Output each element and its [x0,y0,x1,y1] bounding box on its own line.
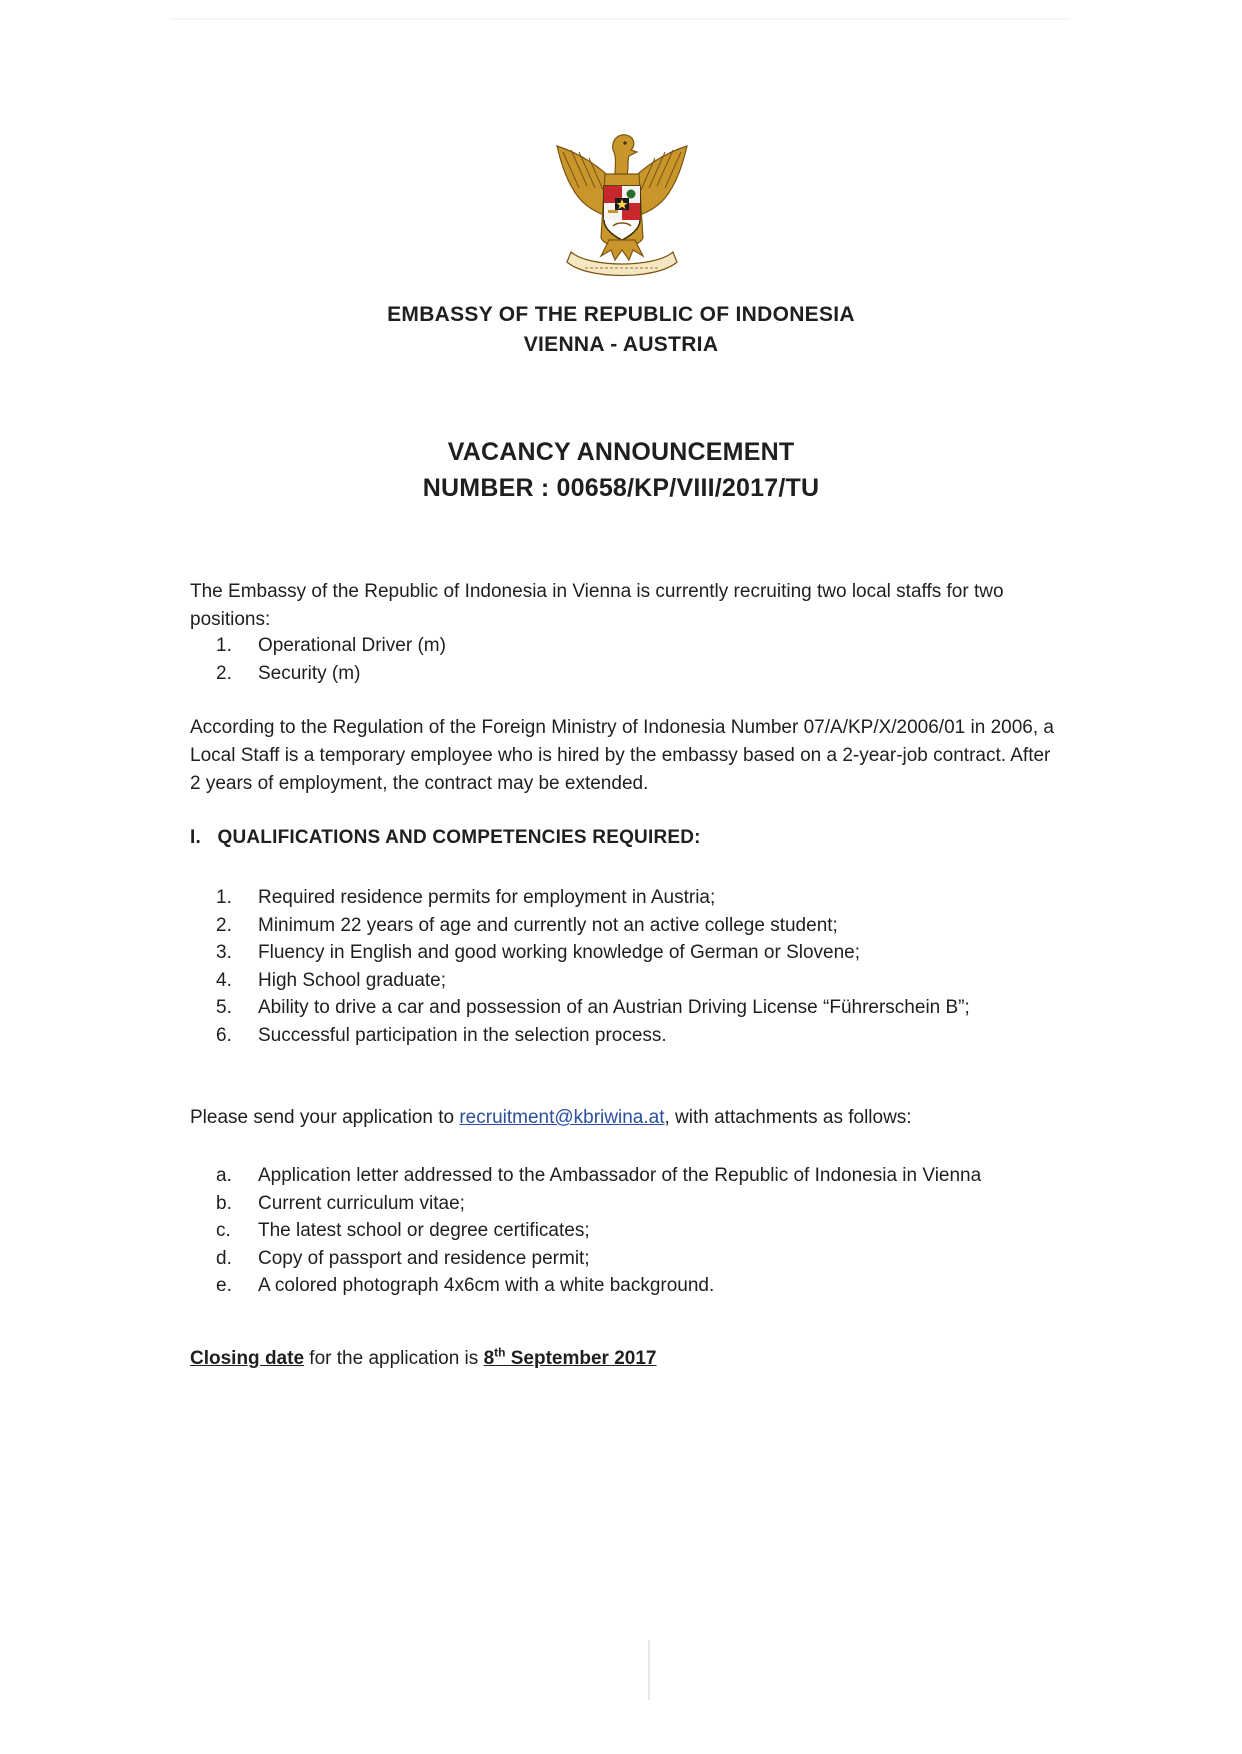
qualifications-heading [190,824,701,852]
list-item [190,1162,1070,1190]
list-marker: 1. [216,887,232,908]
list-item-text: Operational Driver (m) [258,635,446,656]
list-marker: 6. [216,1024,232,1046]
list-item [190,1190,1070,1218]
scan-artifact [648,1640,650,1700]
garuda-emblem-icon [549,128,695,284]
closing-date-value [483,1345,657,1369]
closing-date-rest: September 2017 [505,1348,657,1369]
list-item-text: The latest school or degree certificates; [258,1220,590,1242]
list-item [190,967,1070,995]
list-item [190,994,1070,1022]
intro-paragraph: The Embassy of the Republic of Indonesia in Vienna is currently recruiting two local staffs for two positions: [190,581,1004,630]
list-item-text: Minimum 22 years of age and currently not an active college student; [258,914,838,936]
list-marker: 5. [216,997,232,1019]
list-item-text: A colored photograph 4x6cm with a white background. [258,1275,715,1297]
list-marker: 2. [216,662,232,684]
list-item [190,1217,1070,1245]
list-marker: 2. [216,914,232,936]
closing-date-middle: for the application is [304,1348,484,1369]
list-marker: 4. [216,969,232,991]
list-item [190,1245,1070,1273]
document-title: VACANCY ANNOUNCEMENT [447,438,795,466]
list-item-text: Current curriculum vitae; [258,1192,465,1214]
list-item [190,912,1070,940]
list-item-text: Successful participation in the selection process. [258,1024,667,1046]
list-item [190,939,1070,967]
list-item [190,884,1070,912]
announcement-number: NUMBER : 00658/KP/VIII/2017/TU [422,474,820,502]
qualifications-list [190,884,1070,1050]
recruitment-email-link[interactable]: recruitment@kbriwina.at [459,1107,665,1128]
list-item [190,1022,1070,1050]
list-item-text: High School graduate; [258,969,447,991]
list-item-text: Application letter addressed to the Ambassador of the Republic of Indonesia in Vienna [258,1165,982,1186]
section-title: QUALIFICATIONS AND COMPETENCIES REQUIRED: [217,827,701,848]
list-item-text: Required residence permits for employment in Austria; [258,887,716,908]
list-marker: d. [216,1247,232,1269]
list-item-text: Ability to drive a car and possession of an Austrian Driving License “Führerschein B”; [258,997,970,1019]
positions-list [190,632,1070,687]
list-item-text: Fluency in English and good working knowledge of German or Slovene; [258,942,861,964]
list-item-text: Security (m) [258,662,361,684]
list-item [190,1272,1070,1300]
list-marker: c. [216,1220,231,1242]
application-instruction [190,1104,1060,1132]
list-item-text: Copy of passport and residence permit; [258,1247,590,1269]
application-suffix: , with attachments as follows: [664,1107,912,1128]
section-number: I. [190,827,201,848]
regulation-paragraph: According to the Regulation of the Foreign Ministry of Indonesia Number 07/A/KP/X/2006/01 in 2006, a Local Staff is a temporary employee who is hired by the embassy based on a 2-year-job contract. After 2 years of employment, the contract may be extended. [190,717,1054,794]
application-prefix: Please send your application to [190,1107,460,1128]
embassy-name: EMBASSY OF THE REPUBLIC OF INDONESIA [387,303,855,326]
list-marker: b. [216,1192,232,1214]
list-marker: e. [216,1275,232,1297]
scan-artifact [170,18,1070,20]
list-marker: 3. [216,942,232,964]
list-marker: 1. [216,635,232,656]
list-item [190,632,1070,660]
list-item [190,660,1070,688]
closing-date-suffix: th [494,1345,506,1360]
list-marker: a. [216,1165,232,1186]
embassy-location: VIENNA - AUSTRIA [523,333,719,356]
closing-date-label: Closing date [190,1348,305,1369]
attachments-list [190,1162,1070,1300]
closing-date-line [190,1345,1060,1373]
closing-date-day: 8 [483,1348,495,1369]
